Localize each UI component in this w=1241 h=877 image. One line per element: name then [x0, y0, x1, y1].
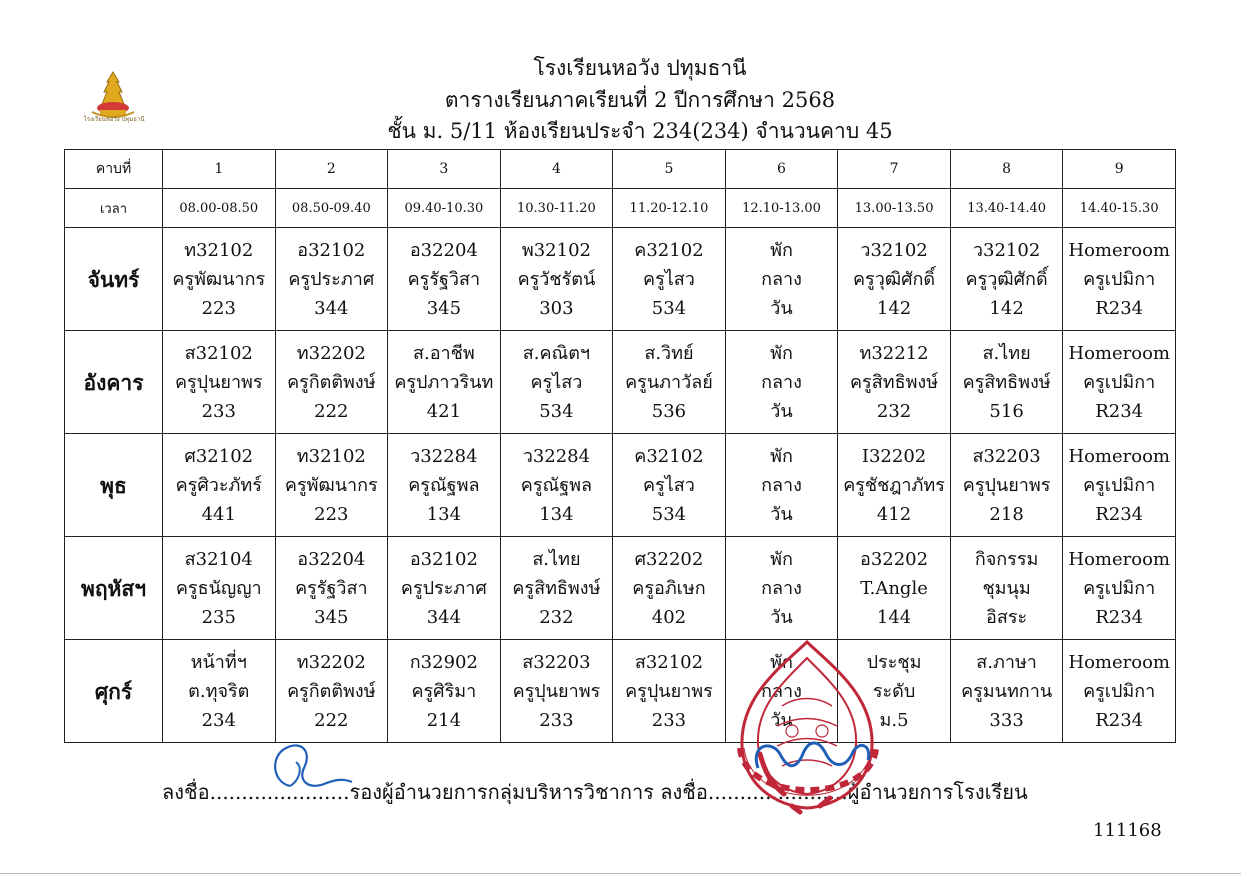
- day-row: [65, 640, 1176, 743]
- class-cell-line: ครูเปมิกา: [1083, 474, 1156, 496]
- schedule-title: ตารางเรียนภาคเรียนที่ 2 ปีการศึกษา 2568: [444, 88, 836, 112]
- class-cell-line: 218: [989, 503, 1024, 525]
- class-cell-line: ครูเปมิกา: [1083, 371, 1156, 393]
- class-cell-line: ครูไสว: [643, 474, 695, 496]
- class-cell-line: กิจกรรม: [974, 548, 1039, 570]
- class-cell-line: 441: [201, 503, 236, 525]
- class-cell-line: หน้าที่ฯ: [190, 651, 247, 673]
- class-cell-line: 421: [426, 400, 462, 422]
- class-cell-line: ส.วิทย์: [644, 342, 694, 364]
- school-name: โรงเรียนหอวัง ปทุมธานี: [533, 56, 747, 80]
- class-cell-line: ครูรัฐวิสา: [295, 577, 368, 599]
- class-cell-line: ชุมนุม: [982, 577, 1031, 599]
- time-row: [65, 189, 1176, 228]
- day-name-cell: พฤหัสฯ: [65, 537, 163, 640]
- period-number-cell: 4: [500, 150, 613, 189]
- class-cell-line: 134: [539, 503, 574, 525]
- class-cell-line: ครูวัชรัตน์: [517, 268, 596, 290]
- time-cell: 13.40-14.40: [950, 189, 1063, 228]
- class-cell-line: พัก: [770, 239, 793, 261]
- class-cell: [388, 640, 501, 743]
- class-cell-line: 345: [426, 297, 462, 319]
- class-cell-line: พัก: [770, 548, 793, 570]
- class-cell-line: R234: [1095, 606, 1144, 628]
- class-cell-line: ค32102: [634, 445, 704, 467]
- class-cell-line: 233: [539, 709, 574, 731]
- class-cell: [725, 331, 838, 434]
- class-cell-line: ครูเปมิกา: [1083, 680, 1156, 702]
- class-cell-line: 223: [314, 503, 349, 525]
- class-cell-line: ครูปุนยาพร: [174, 371, 263, 393]
- class-cell-line: กลาง: [761, 268, 802, 290]
- class-cell-line: 333: [989, 709, 1024, 731]
- signature-line: ลงชื่อ......................รองผู้อำนวยการกลุ่มบริหารวิชาการ ลงชื่อ......................ผู้อำนวยการโรงเรียน: [162, 780, 1028, 804]
- class-cell-line: ครูสิทธิพงษ์: [962, 371, 1051, 393]
- class-cell-line: พัก: [770, 651, 793, 673]
- class-cell-line: ครูวุฒิศักดิ์: [853, 268, 936, 290]
- class-cell: [275, 228, 388, 331]
- day-name-cell: อังคาร: [65, 331, 163, 434]
- class-cell-line: 344: [314, 297, 349, 319]
- period-number-cell: 2: [275, 150, 388, 189]
- class-cell-line: วัน: [770, 503, 793, 525]
- class-cell-line: ครูประภาศ: [288, 268, 375, 290]
- period-number-cell: 9: [1063, 150, 1176, 189]
- class-cell-line: ท32102: [184, 239, 254, 261]
- class-cell-line: ครูไสว: [530, 371, 583, 393]
- class-cell-line: อ32102: [297, 239, 366, 261]
- class-cell-line: อิสระ: [986, 606, 1028, 628]
- day-name-cell: ศุกร์: [65, 640, 163, 743]
- class-cell-line: ครูกิตติพงษ์: [287, 371, 376, 393]
- class-cell-line: 303: [539, 297, 574, 319]
- period-number-cell: 3: [388, 150, 501, 189]
- class-cell: [725, 537, 838, 640]
- class-cell-line: 223: [201, 297, 236, 319]
- class-cell-line: ครูพัฒนากร: [172, 268, 266, 290]
- class-cell: [163, 434, 276, 537]
- class-cell-line: 232: [539, 606, 574, 628]
- class-cell-line: ว32284: [522, 445, 591, 467]
- class-cell-line: 232: [876, 400, 912, 422]
- day-name-cell: จันทร์: [65, 228, 163, 331]
- class-cell-line: ศ32202: [634, 548, 704, 570]
- class-cell-line: ครูศิริมา: [411, 680, 477, 702]
- class-cell-line: ครูพัฒนากร: [284, 474, 378, 496]
- deputy-signature: [268, 738, 358, 798]
- class-cell-line: ประชุม: [866, 651, 922, 673]
- class-cell-line: ส32102: [634, 651, 704, 673]
- time-cell: 10.30-11.20: [500, 189, 613, 228]
- class-cell-line: Homeroom: [1068, 342, 1170, 364]
- class-cell: [500, 537, 613, 640]
- class-cell-line: พ32102: [521, 239, 591, 261]
- day-row: [65, 228, 1176, 331]
- class-cell-line: ส.ไทย: [532, 548, 581, 570]
- class-cell-line: 222: [314, 709, 349, 731]
- time-cell: 08.00-08.50: [163, 189, 276, 228]
- class-cell-line: ครูไสว: [643, 268, 695, 290]
- class-cell-line: ม.5: [879, 709, 909, 731]
- day-row: [65, 331, 1176, 434]
- period-number-cell: 1: [163, 150, 276, 189]
- class-cell: [613, 434, 726, 537]
- class-cell-line: อ32102: [409, 548, 478, 570]
- class-cell: [1063, 537, 1176, 640]
- class-cell-line: ครูกิตติพงษ์: [287, 680, 376, 702]
- class-cell-line: ส32203: [972, 445, 1041, 467]
- class-cell-line: ครูณัฐพล: [520, 474, 593, 496]
- time-cell: 14.40-15.30: [1063, 189, 1176, 228]
- class-cell: [163, 228, 276, 331]
- class-cell-line: ครูศิวะภัทร์: [175, 474, 262, 496]
- class-cell: [1063, 640, 1176, 743]
- class-cell: [500, 434, 613, 537]
- time-cell: 09.40-10.30: [388, 189, 501, 228]
- class-cell-line: ครูมนทกาน: [961, 680, 1053, 702]
- class-cell: [725, 228, 838, 331]
- class-cell-line: 345: [314, 606, 349, 628]
- class-cell-line: ครูรัฐวิสา: [407, 268, 481, 290]
- class-cell: [1063, 434, 1176, 537]
- class-cell: [275, 640, 388, 743]
- class-cell-line: Homeroom: [1068, 651, 1170, 673]
- class-cell-line: ครูธนัญญา: [175, 577, 262, 599]
- class-cell-line: 144: [876, 606, 912, 628]
- class-cell-line: ครูปภาวรินท: [394, 371, 494, 393]
- class-cell-line: ส32104: [184, 548, 253, 570]
- class-cell-line: กลาง: [761, 474, 802, 496]
- class-cell-line: ครูณัฐพล: [408, 474, 480, 496]
- class-cell-line: ก32902: [409, 651, 478, 673]
- class-cell: [388, 537, 501, 640]
- class-cell-line: ครูนภาวัลย์: [625, 371, 713, 393]
- class-cell-line: 234: [201, 709, 236, 731]
- class-cell-line: ครูวุฒิศักดิ์: [965, 268, 1048, 290]
- class-cell: [163, 537, 276, 640]
- logo-caption: โรงเรียนหอวัง ปทุมธานี: [83, 116, 145, 123]
- class-cell: [838, 331, 951, 434]
- class-cell-line: อ32204: [409, 239, 478, 261]
- class-cell: [1063, 228, 1176, 331]
- class-cell-line: 233: [651, 709, 687, 731]
- class-cell-line: ศ32102: [184, 445, 254, 467]
- time-label-cell: เวลา: [65, 189, 163, 228]
- class-cell-line: R234: [1095, 709, 1144, 731]
- class-cell-line: อ32202: [860, 548, 929, 570]
- class-cell-line: กลาง: [761, 680, 802, 702]
- class-cell-line: T.Angle: [860, 577, 928, 599]
- class-cell-line: ว32284: [410, 445, 478, 467]
- class-cell: [500, 640, 613, 743]
- class-cell-line: R234: [1095, 400, 1144, 422]
- class-cell-line: กลาง: [761, 371, 802, 393]
- class-cell: [950, 228, 1063, 331]
- class-cell-line: กลาง: [761, 577, 802, 599]
- period-number-cell: 7: [838, 150, 951, 189]
- class-cell: [613, 640, 726, 743]
- class-cell-line: ส32102: [184, 342, 253, 364]
- class-cell-line: R234: [1095, 503, 1144, 525]
- class-cell-line: R234: [1095, 297, 1144, 319]
- class-cell-line: ครูปุนยาพร: [625, 680, 713, 702]
- class-cell-line: ว32102: [972, 239, 1041, 261]
- class-cell-line: ส.คณิตฯ: [522, 342, 591, 364]
- class-cell: [163, 331, 276, 434]
- class-cell-line: ครูเปมิกา: [1083, 268, 1156, 290]
- class-cell-line: ครูปุนยาพร: [512, 680, 601, 702]
- time-cell: 11.20-12.10: [613, 189, 726, 228]
- class-cell: [163, 640, 276, 743]
- class-cell: [275, 331, 388, 434]
- class-cell: [1063, 331, 1176, 434]
- time-cell: 12.10-13.00: [725, 189, 838, 228]
- class-cell-line: ครูชัชฎาภัทร: [843, 474, 945, 496]
- class-cell-line: วัน: [770, 400, 793, 422]
- class-cell: [725, 434, 838, 537]
- class-cell: [838, 434, 951, 537]
- class-cell: [613, 537, 726, 640]
- class-cell: [388, 434, 501, 537]
- class-cell-line: วัน: [770, 709, 793, 731]
- period-label-cell: คาบที่: [65, 150, 163, 189]
- school-stamp: [722, 636, 892, 836]
- class-cell: [838, 228, 951, 331]
- day-row: [65, 537, 1176, 640]
- class-cell-line: ค32102: [634, 239, 704, 261]
- class-cell-line: ครูสิทธิพงษ์: [850, 371, 939, 393]
- class-cell-line: 344: [426, 606, 462, 628]
- class-cell-line: 536: [651, 400, 687, 422]
- class-cell-line: 412: [876, 503, 912, 525]
- period-number-cell: 5: [613, 150, 726, 189]
- class-cell: [613, 331, 726, 434]
- class-cell-line: 134: [426, 503, 462, 525]
- class-cell-line: ท32102: [296, 445, 366, 467]
- class-cell-line: 233: [201, 400, 236, 422]
- class-cell-line: 402: [651, 606, 687, 628]
- class-cell: [500, 331, 613, 434]
- class-cell-line: ครูอภิเษก: [632, 577, 706, 599]
- class-cell-line: 534: [651, 297, 687, 319]
- class-cell-line: 142: [876, 297, 912, 319]
- class-cell-line: Homeroom: [1068, 445, 1170, 467]
- class-cell-line: 142: [989, 297, 1024, 319]
- class-cell: [500, 228, 613, 331]
- class-cell: [950, 434, 1063, 537]
- class-cell-line: ส.ภาษา: [976, 651, 1037, 673]
- class-cell-line: ส32203: [522, 651, 591, 673]
- class-cell-line: ครูปุนยาพร: [962, 474, 1051, 496]
- class-cell-line: I32202: [861, 445, 927, 467]
- class-cell-line: วัน: [770, 297, 793, 319]
- class-cell: [388, 228, 501, 331]
- class-cell: [388, 331, 501, 434]
- class-cell-line: ครูเปมิกา: [1083, 577, 1156, 599]
- time-cell: 08.50-09.40: [275, 189, 388, 228]
- class-cell-line: พัก: [770, 445, 793, 467]
- timetable: [64, 149, 1176, 743]
- class-cell-line: 222: [314, 400, 349, 422]
- class-cell-line: ส.อาชีพ: [413, 342, 475, 364]
- class-cell: [275, 434, 388, 537]
- document-number: 111168: [1093, 820, 1162, 841]
- class-cell-line: Homeroom: [1068, 548, 1170, 570]
- page-bottom-rule: [0, 873, 1241, 874]
- class-cell-line: อ32204: [297, 548, 366, 570]
- class-cell: [613, 228, 726, 331]
- class-cell-line: ท32202: [296, 651, 366, 673]
- class-cell: [838, 537, 951, 640]
- class-cell-line: ระดับ: [872, 680, 916, 702]
- class-cell-line: ครูประภาศ: [400, 577, 487, 599]
- class-cell-line: ครูสิทธิพงษ์: [512, 577, 601, 599]
- period-header-row: [65, 150, 1176, 189]
- class-cell-line: พัก: [770, 342, 793, 364]
- day-name-cell: พุธ: [65, 434, 163, 537]
- class-cell-line: Homeroom: [1068, 239, 1170, 261]
- class-cell: [950, 331, 1063, 434]
- class-cell-line: วัน: [770, 606, 793, 628]
- class-info: ชั้น ม. 5/11 ห้องเรียนประจำ 234(234) จำนวนคาบ 45: [387, 119, 893, 143]
- class-cell: [950, 640, 1063, 743]
- class-cell-line: 235: [201, 606, 236, 628]
- class-cell: [950, 537, 1063, 640]
- day-row: [65, 434, 1176, 537]
- period-number-cell: 6: [725, 150, 838, 189]
- class-cell-line: ท32202: [296, 342, 366, 364]
- class-cell-line: ต.ทุจริต: [188, 680, 250, 702]
- class-cell-line: 534: [651, 503, 687, 525]
- class-cell-line: 534: [539, 400, 574, 422]
- class-cell-line: 516: [989, 400, 1024, 422]
- class-cell-line: ว32102: [860, 239, 928, 261]
- period-number-cell: 8: [950, 150, 1063, 189]
- class-cell-line: ท32212: [859, 342, 929, 364]
- class-cell-line: ส.ไทย: [982, 342, 1031, 364]
- class-cell: [275, 537, 388, 640]
- time-cell: 13.00-13.50: [838, 189, 951, 228]
- class-cell-line: 214: [426, 709, 462, 731]
